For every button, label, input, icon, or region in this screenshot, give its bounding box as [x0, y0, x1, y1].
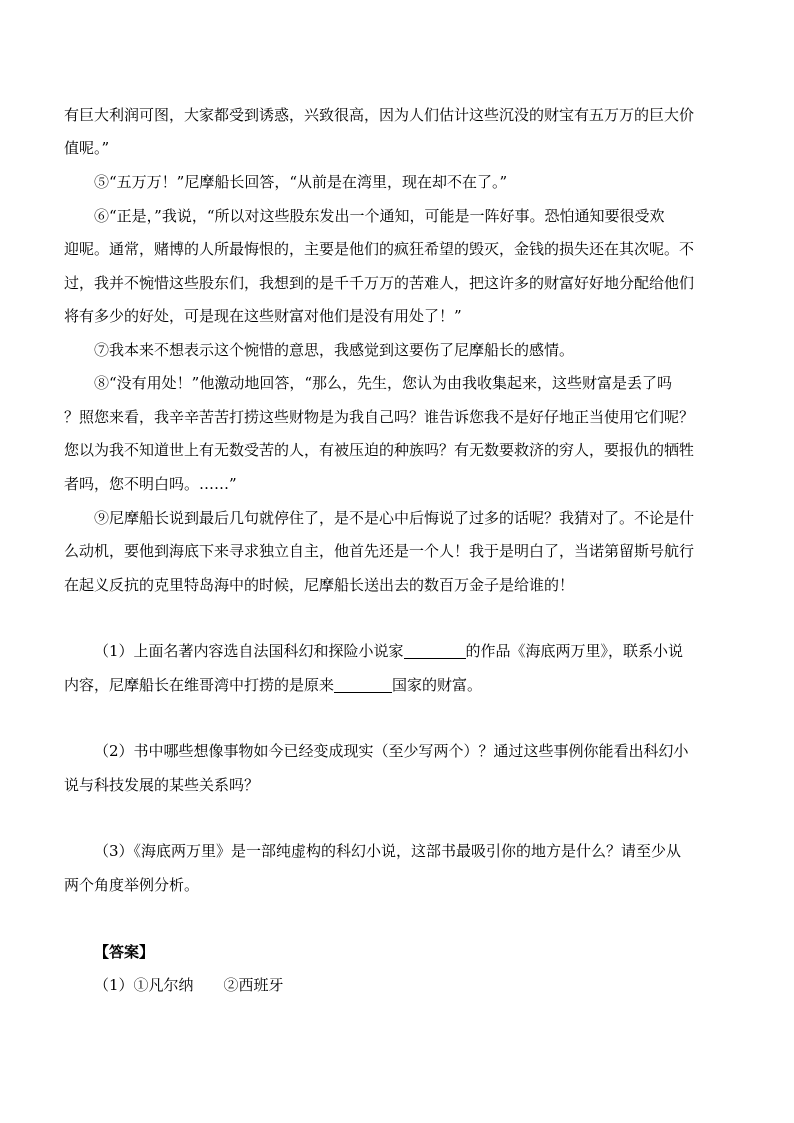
paragraph-9-line-3: 在起义反抗的克里特岛海中的时候，尼摩船长送出去的数百万金子是给谁的！ [64, 576, 575, 594]
question-1-line-1 [94, 641, 683, 661]
answer-1: （1）①凡尔纳 ②西班牙 [94, 976, 284, 994]
answer-blank-country[interactable] [334, 676, 392, 693]
paragraph-4-line-2: 值呢。” [64, 139, 110, 157]
question-1-line-2 [64, 675, 482, 695]
answer-blank-author[interactable] [404, 642, 466, 659]
paragraph-9-line-2: 么动机，要他到海底下来寻求独立自主，他首先还是一个人！我于是明白了，当诺第留斯号航行 [64, 542, 695, 560]
question-1-text-b: 的作品《海底两万里》，联系小说 [465, 642, 684, 660]
question-3-line-1: （3）《海底两万里》是一部纯虚构的科幻小说，这部书最吸引你的地方是什么？请至少从 [94, 842, 682, 860]
answer-heading: 【答案】 [94, 943, 155, 961]
question-2-line-2: 说与科技发展的某些关系吗？ [64, 776, 260, 794]
paragraph-5: ⑤“五万万！”尼摩船长回答，“从前是在湾里，现在却不在了。” [94, 173, 508, 191]
question-1-text-c: 内容，尼摩船长在维哥湾中打捞的是原来 [64, 676, 335, 694]
paragraph-6-line-4: 将有多少的好处，可是现在这些财富对他们是没有用处了！” [64, 307, 462, 325]
question-2-line-1: （2）书中哪些想像事物如今已经变成现实（至少写两个）？通过这些事例你能看出科幻小 [94, 742, 689, 760]
paragraph-8-line-4: 者吗，您不明白吗。……” [64, 475, 237, 493]
paragraph-8-line-1: ⑧“没有用处！”他激动地回答，“那么，先生，您认为由我收集起来，这些财富是丢了吗 [94, 374, 673, 392]
question-3-line-2: 两个角度举例分析。 [64, 876, 200, 894]
paragraph-8-line-2: ？照您来看，我辛辛苦苦打捞这些财物是为我自己吗？谁告诉您我不是好仔地正当使用它们呢？ [64, 408, 695, 426]
question-1-text-d: 国家的财富。 [392, 676, 483, 694]
paragraph-7: ⑦我本来不想表示这个惋惜的意思，我感觉到这要伤了尼摩船长的感情。 [94, 341, 575, 359]
paragraph-6-line-3: 过，我并不惋惜这些股东们，我想到的是千千万万的苦难人，把这许多的财富好好地分配给他们 [64, 274, 695, 292]
paragraph-9-line-1: ⑨尼摩船长说到最后几句就停住了，是不是心中后悔说了过多的话呢？我猜对了。不论是什 [94, 509, 695, 527]
paragraph-6-line-2: 迎呢。通常，赌博的人所最悔恨的，主要是他们的疯狂希望的毁灭，金钱的损失还在其次呢。不 [64, 240, 695, 258]
paragraph-8-line-3: 您以为我不知道世上有无数受苦的人，有被压迫的种族吗？有无数要救济的穷人，要报仇的牺牲 [64, 441, 695, 459]
paragraph-4-line-1: 有巨大利润可图，大家都受到诱惑，兴致很高，因为人们估计这些沉没的财宝有五万万的巨大价 [64, 106, 695, 124]
question-1-text-a: （1）上面名著内容选自法国科幻和探险小说家 [94, 642, 404, 660]
paragraph-6-line-1: ⑥“正是，”我说，“所以对这些股东发出一个通知，可能是一阵好事。恐怕通知要很受欢 [94, 207, 665, 225]
